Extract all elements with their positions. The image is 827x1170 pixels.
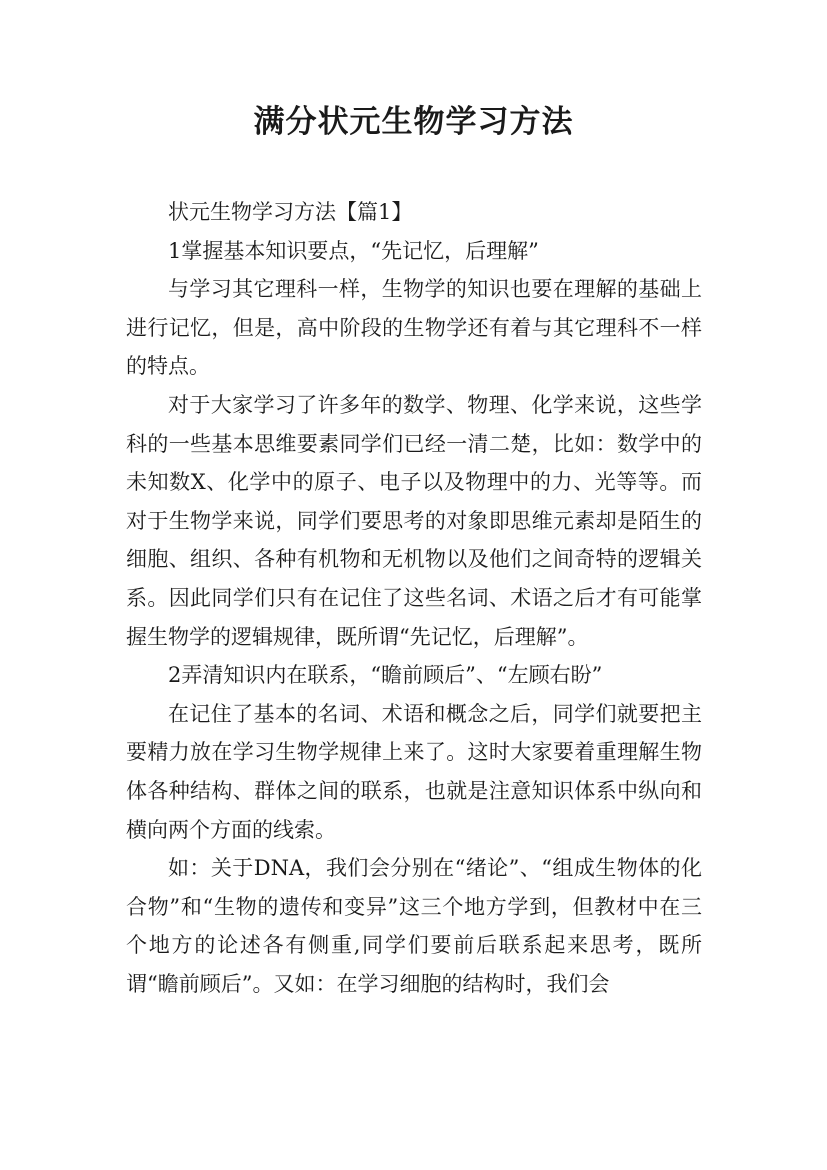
document-title: 满分状元生物学习方法	[253, 104, 574, 140]
paragraph: 对于大家学习了许多年的数学、物理、化学来说，这些学科的一些基本思维要素同学们已经一清二楚，比如：数学中的未知数X、化学中的原子、电子以及物理中的力、光等等。而对于生物学来说，同学们要思考的对象即思维元素却是陌生的细胞、组织、各种有机物和无机物以及他们之间奇特的逻辑关系。因此同学们只有在记住了这些名词、术语之后才有可能掌握生物学的逻辑规律，既所谓“先记忆，后理解”。	[126, 392, 702, 649]
document-body	[126, 193, 702, 1003]
paragraph-point-2-heading: 2弄清知识内在联系，“瞻前顾后”、“左顾右盼”	[168, 663, 603, 688]
paragraph: 如：关于DNA，我们会分别在“绪论”、“组成生物体的化合物”和“生物的遗传和变异”这三个地方学到，但教材中在三个地方的论述各有侧重,同学们要前后联系起来思考，既所谓“瞻前顾后”。又如：在学习细胞的结构时，我们会	[126, 856, 702, 996]
paragraph-section-heading: 状元生物学习方法【篇1】	[168, 200, 413, 224]
paragraph: 在记住了基本的名词、术语和概念之后，同学们就要把主要精力放在学习生物学规律上来了。这时大家要着重理解生物体各种结构、群体之间的联系，也就是注意知识体系中纵向和横向两个方面的线索。	[126, 701, 702, 842]
paragraph: 与学习其它理科一样，生物学的知识也要在理解的基础上进行记忆，但是，高中阶段的生物学还有着与其它理科不一样的特点。	[126, 277, 702, 379]
paragraph-point-1-heading: 1掌握基本知识要点，“先记忆，后理解”	[168, 238, 539, 263]
